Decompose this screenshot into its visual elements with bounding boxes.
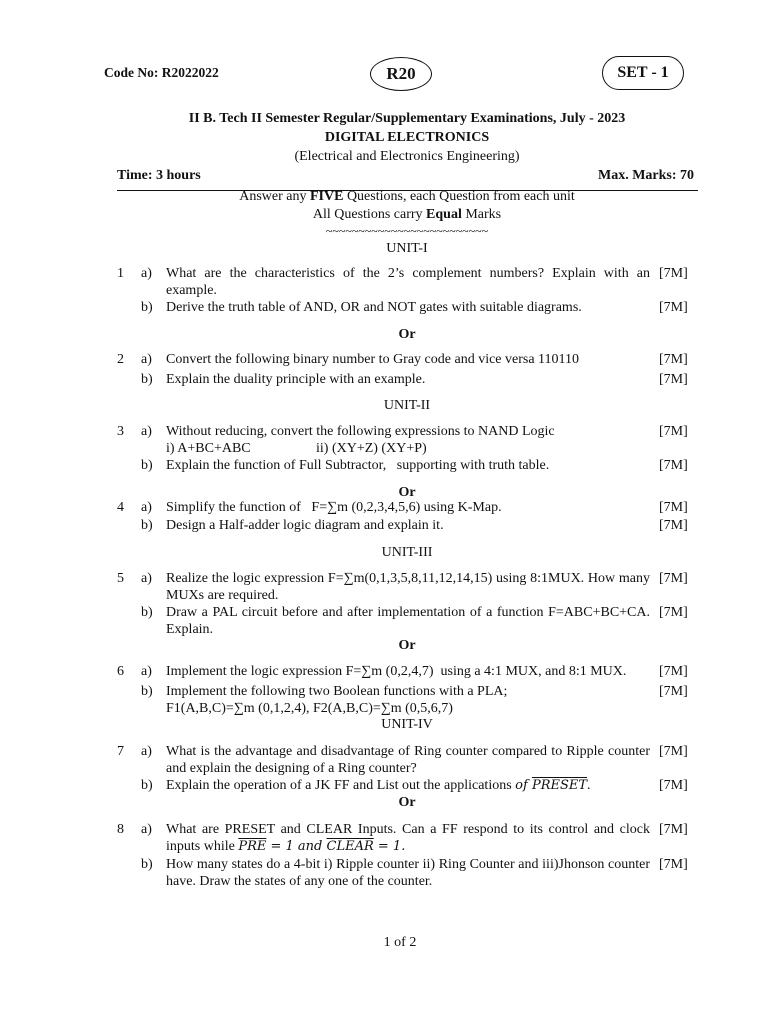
question-text: Realize the logic expression F=∑m(0,1,3,5,8,11,12,14,15) using 8:1MUX. How many MUXs are required. [166, 571, 650, 603]
question-text: How many states do a 4-bit i) Ripple counter ii) Ring Counter and iii)Jhonson counter have. Draw the states of any one of the counter. [166, 857, 650, 889]
part-label: a) [141, 266, 152, 281]
marks: [7M] [659, 605, 688, 620]
or-label: Or [398, 485, 416, 500]
question-number: 2 [117, 352, 124, 367]
part-label: a) [141, 500, 152, 515]
question-text: Design a Half-adder logic diagram and explain it. [166, 518, 444, 533]
marks: [7M] [659, 822, 688, 837]
marks: [7M] [659, 857, 688, 872]
question-number: 8 [117, 822, 124, 837]
or-label: Or [398, 327, 416, 342]
or-label: Or [398, 638, 416, 653]
max-marks-label: Max. Marks: 70 [598, 168, 695, 183]
marks: [7M] [659, 424, 688, 439]
question-number: 5 [117, 571, 124, 586]
marks: [7M] [659, 352, 688, 367]
question-text: Draw a PAL circuit before and after implementation of a function F=ABC+BC+CA. Explain. [166, 605, 650, 637]
part-label: a) [141, 352, 152, 367]
time-label: Time: 3 hours [117, 168, 201, 183]
part-label: a) [141, 664, 152, 679]
part-label: a) [141, 822, 152, 837]
question-text: What are the characteristics of the 2’s complement numbers? Explain with an example. [166, 266, 650, 298]
part-label: b) [141, 778, 153, 793]
part-label: a) [141, 744, 152, 759]
question-text: What are PRESET and CLEAR Inputs. Can a FF respond to its control and clock inputs while $\overline{PRE} = 1$ and CLEAR = 1. [166, 822, 650, 854]
marks: [7M] [659, 744, 688, 759]
part-label: a) [141, 424, 152, 439]
question-subpart: F1(A,B,C)=∑m (0,1,2,4), F2(A,B,C)=∑m (0,5,6,7) [166, 701, 453, 716]
marks: [7M] [659, 300, 688, 315]
question-text: What is the advantage and disadvantage of Ring counter compared to Ripple counter and explain the designing of a Ring counter? [166, 744, 650, 776]
question-subpart: ii) (XY+Z) (XY+P) [316, 441, 427, 456]
marks: [7M] [659, 778, 688, 793]
question-subpart: i) A+BC+ABC [166, 441, 251, 456]
question-text: Convert the following binary number to Gray code and vice versa 110110 [166, 352, 580, 367]
marks: [7M] [659, 500, 688, 515]
marks: [7M] [659, 518, 688, 533]
branch-title: (Electrical and Electronics Engineering) [294, 149, 520, 164]
marks: [7M] [659, 458, 688, 473]
part-label: b) [141, 518, 153, 533]
question-number: 3 [117, 424, 124, 439]
tilde-divider: ~~~~~~~~~~~~~~~~~~~~~~~~~ [325, 224, 489, 238]
question-text: Derive the truth table of AND, OR and NOT gates with suitable diagrams. [166, 300, 582, 315]
part-label: b) [141, 372, 153, 387]
question-text: Implement the logic expression F=∑m (0,2,4,7) using a 4:1 MUX, and 8:1 MUX. [166, 664, 627, 679]
page-number: 1 of 2 [383, 935, 417, 950]
part-label: b) [141, 857, 153, 872]
question-text: Explain the duality principle with an example. [166, 372, 426, 387]
exam-title: II B. Tech II Semester Regular/Supplementary Examinations, July - 2023 [188, 111, 626, 126]
part-label: b) [141, 605, 153, 620]
part-label: b) [141, 300, 153, 315]
instruction-line-1: Answer any FIVE Questions, each Question from each unit [239, 189, 575, 204]
question-text: Explain the function of Full Subtractor, supporting with truth table. [166, 458, 550, 473]
unit-heading-1: UNIT-I [386, 241, 428, 256]
question-number: 1 [117, 266, 124, 281]
or-label: Or [398, 795, 416, 810]
instruction-line-2: All Questions carry Equal Marks [312, 207, 502, 222]
part-label: b) [141, 458, 153, 473]
marks: [7M] [659, 664, 688, 679]
set-badge: SET - 1 [602, 56, 684, 90]
unit-heading-3: UNIT-III [381, 545, 433, 560]
question-number: 4 [117, 500, 124, 515]
marks: [7M] [659, 372, 688, 387]
marks: [7M] [659, 684, 688, 699]
question-text: Implement the following two Boolean functions with a PLA; [166, 684, 508, 699]
question-text: Without reducing, convert the following expressions to NAND Logic [166, 424, 555, 439]
question-text: Simplify the function of F=∑m (0,2,3,4,5,6) using K-Map. [166, 500, 502, 515]
question-number: 7 [117, 744, 124, 759]
code-number: Code No: R2022022 [104, 65, 219, 80]
marks: [7M] [659, 571, 688, 586]
question-number: 6 [117, 664, 124, 679]
part-label: a) [141, 571, 152, 586]
part-label: b) [141, 684, 153, 699]
question-text: Explain the operation of a JK FF and List out the applications of PRESET. [166, 778, 591, 793]
marks: [7M] [659, 266, 688, 281]
unit-heading-2: UNIT-II [383, 398, 431, 413]
unit-heading-4: UNIT-IV [381, 717, 433, 732]
subject-title: DIGITAL ELECTRONICS [324, 130, 490, 145]
regulation-badge: R20 [370, 57, 432, 91]
